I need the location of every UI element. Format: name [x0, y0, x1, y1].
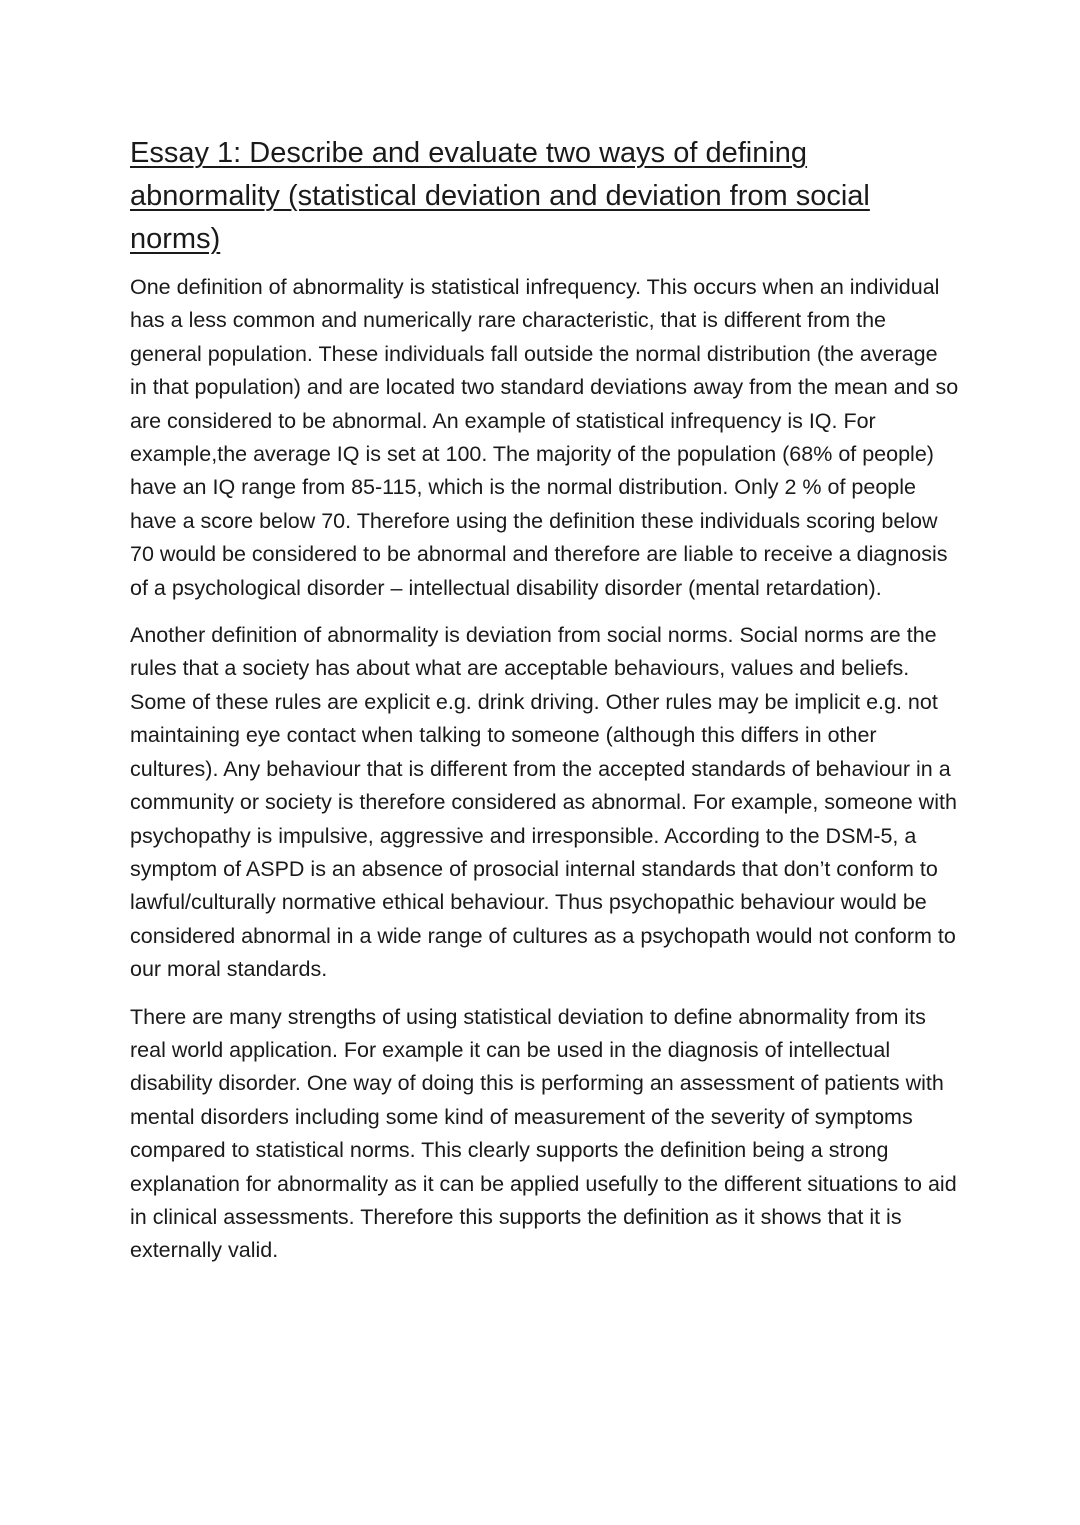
paragraph-social-norms: Another definition of abnormality is deviation from social norms. Social norms are the rules that a society has about what are acceptable behaviours, values and beliefs. Some of these rules are explicit e.g. drink driving. Other rules may be implicit e.g. not maintaining eye contact when talking to someone (although this differs in other cultures). Any behaviour that is different from the accepted standards of behaviour in a community or society is therefore considered as abnormal. For example, someone with psychopathy is impulsive, aggressive and irresponsible. According to the DSM-5, a symptom of ASPD is an absence of prosocial internal standards that don’t conform to lawful/culturally normative ethical behaviour. Thus psychopathic behaviour would be considered abnormal in a wide range of cultures as a psychopath would not conform to our moral standards. [130, 623, 957, 982]
paragraph-strengths: There are many strengths of using statistical deviation to define abnormality from its real world application. For example it can be used in the diagnosis of intellectual disability disorder. One way of doing this is performing an assessment of patients with mental disorders including some kind of measurement of the severity of symptoms compared to statistical norms. This clearly supports the definition being a strong explanation for abnormality as it can be applied usefully to the different situations to aid in clinical assessments. Therefore this supports the definition as it shows that it is externally valid. [130, 1004, 957, 1263]
document-page [130, 132, 960, 1282]
paragraph-statistical-infrequency: One definition of abnormality is statistical infrequency. This occurs when an individual has a less common and numerically rare characteristic, that is different from the general population. These individuals fall outside the normal distribution (the average in that population) and are located two standard deviations away from the mean and so are considered to be abnormal. An example of statistical infrequency is IQ. For example,the average IQ is set at 100. The majority of the population (68% of people) have an IQ range from 85-115, which is the normal distribution. Only 2 % of people have a score below 70. Therefore using the definition these individuals scoring below 70 would be considered to be abnormal and therefore are liable to receive a diagnosis of a psychological disorder – intellectual disability disorder (mental retardation). [130, 275, 959, 600]
essay-title: Essay 1: Describe and evaluate two ways of defining abnormality (statistical deviation and deviation from social norms) [130, 137, 870, 255]
